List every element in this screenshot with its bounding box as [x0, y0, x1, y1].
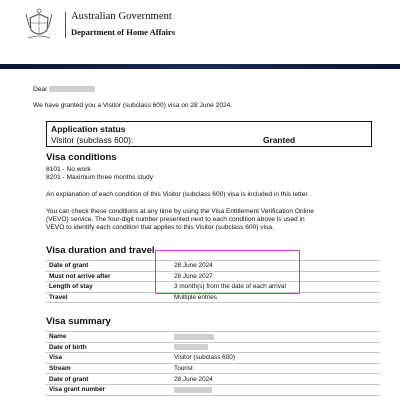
- row-value: [171, 332, 380, 343]
- row-value: 28 June 2027: [171, 271, 380, 282]
- redacted-value: [174, 334, 214, 340]
- table-row: [46, 353, 380, 364]
- visa-conditions-title: Visa conditions: [46, 152, 117, 163]
- row-label: Date of grant: [46, 261, 171, 272]
- application-status-label: Visitor (subclass 600):: [51, 135, 134, 145]
- vevo-paragraph-line: (VEVO) service. The four-digit number presented next to each condition above is used in: [46, 216, 305, 223]
- highlight-box: [155, 250, 300, 294]
- row-value: Multiple entries: [171, 292, 380, 303]
- vevo-paragraph-line: You can check these conditions at any time by using the Visa Entitlement Verification Online: [46, 208, 314, 215]
- row-label: Date of birth: [46, 342, 171, 353]
- table-row: [46, 384, 380, 395]
- visa-summary-title: Visa summary: [46, 316, 111, 327]
- row-value: 28 June 2024: [171, 374, 380, 385]
- table-row: [46, 342, 380, 353]
- grant-sentence: We have granted you a Visitor (subclass 600) visa on 28 June 2024.: [33, 102, 233, 109]
- header-band: [0, 64, 400, 69]
- row-label: Stream: [46, 363, 171, 374]
- table-row: [46, 332, 380, 343]
- vevo-paragraph-line: VEVO to identify each condition that applies to this Visitor (subclass 600) visa.: [46, 224, 274, 231]
- table-row: [46, 363, 380, 374]
- visa-summary-table: [46, 331, 380, 396]
- government-name: Australian Government: [71, 11, 172, 22]
- row-value: [171, 342, 380, 353]
- row-label: Name: [46, 332, 171, 343]
- row-label: Visa: [46, 353, 171, 364]
- conditions-explanation: An explanation of each condition of this Visitor (subclass 600) visa is included in this letter.: [46, 191, 310, 198]
- row-value: 28 June 2024: [171, 261, 380, 272]
- header-divider: [65, 12, 66, 38]
- application-status-box: [46, 121, 372, 147]
- letterhead: [0, 0, 400, 60]
- redacted-value: [174, 344, 208, 350]
- duration-travel-title: Visa duration and travel: [46, 245, 155, 256]
- table-row: [46, 374, 380, 385]
- department-name: Department of Home Affairs: [71, 27, 176, 37]
- condition-item: 8101 - No work: [46, 166, 91, 173]
- condition-item: 8201 - Maximum three months study: [46, 174, 154, 181]
- row-value: Visitor (subclass 600): [171, 353, 380, 364]
- salutation: Dear: [33, 86, 48, 93]
- salutation-line: [33, 86, 379, 94]
- row-label: Length of stay: [46, 282, 171, 293]
- row-value: [171, 384, 380, 395]
- row-label: Travel: [46, 292, 171, 303]
- redacted-value: [174, 387, 212, 393]
- row-label: Visa grant number: [46, 384, 171, 395]
- redacted-name: [49, 86, 95, 92]
- application-status-value: Granted: [263, 135, 296, 145]
- row-value: 3 month(s) from the date of each arrival: [171, 282, 380, 293]
- application-status-title: Application status: [51, 124, 126, 134]
- row-label: Must not arrive after: [46, 271, 171, 282]
- coat-of-arms-icon: [24, 8, 54, 42]
- row-label: Date of grant: [46, 374, 171, 385]
- row-value: Tourist: [171, 363, 380, 374]
